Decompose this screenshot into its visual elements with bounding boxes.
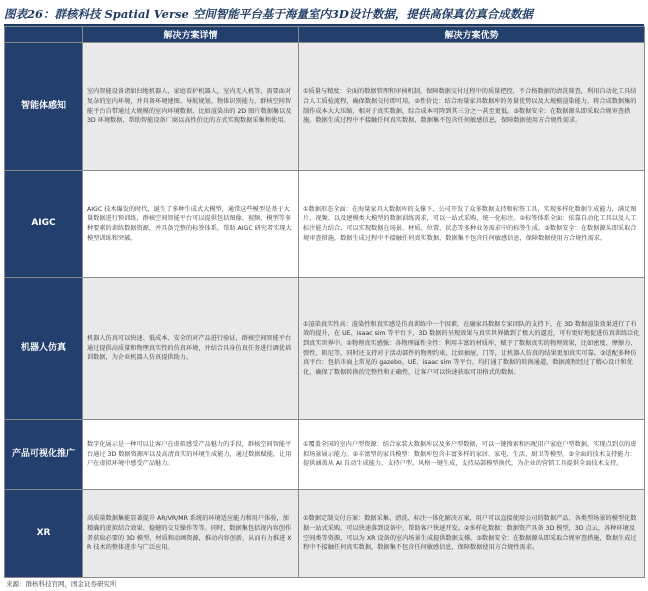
header-blank: [5, 27, 83, 43]
table-row: [5, 171, 645, 278]
row-category: 产品可视化推广: [5, 420, 83, 490]
row-details: AIGC 技术爆发的时代，诞生了多种生成式大模型，通常这些模型是基于大量数据进行预训练，群核空间智能平台可以提供包括图像、视频、模型等多种要素的训练数据资源，并具备完整的标签体系，帮助 AIGC 研究者实现大模型训练和突破。: [83, 171, 299, 278]
row-category: 机器人仿真: [5, 278, 83, 420]
row-advantages: ①数据形态全面：在海量家具大数据库的支撑下，公司开发了众多数据支持和标签工具，实现多样化数据生成能力，满足图片、视频、以及建模类大模型的数据训练需求，可以一站式采购，统一化标注。②标签体系全面：依靠自动化工具以及人工标注能力结合，可以实现数据在场景、材质、位置、状态等多种业务需求中的标签生成。③数据安全：在数据源头即采取合规审查措施，数据生成过程中不接触任何真实数据，数据集不包含任何敏感信息，保障数据使用方合规性需求。: [299, 171, 645, 278]
row-category: 智能体感知: [5, 43, 83, 171]
header-details: 解决方案详情: [83, 27, 299, 43]
table-row: [5, 490, 645, 578]
row-details: 机器人仿真可以快速、低成本、安全的对产品进行验证，群核空间智能平台通过提供高质量和物理真实性的仿真环境，并结合具身仿真任务进行调优培训数据，为企业机器人仿真提供助力。: [83, 278, 299, 420]
row-advantages: ①质量与精度：全面的数据管理和审核机制，保障数据交付过程中的质量把控，不合格数据的清洗筛查，利用自动化工具结合人工质检流程，确保数据交付即可用。②性价比：结合海量家具数据库的务量优势以及大规模渲染能力，将合成数据集的制作成本大大压缩，相对于真实数据，综合成本可降到其三分之一甚至更低。③数据安全：在数据源头即采取合规审查措施，数据生成过程中不接触任何真实数据，数据集不包含任何敏感信息，保障数据使用方合规性需求。: [299, 43, 645, 171]
row-details: 数字化展示是一种可以让客户在虚拟感受产品魅力的手段，群核空间智能平台通过 3D 数据资源库以及高清真实的环境生成能力，通过数据赋能，让用户在虚拟环境中感受产品魅力。: [83, 420, 299, 490]
row-details: 高质量数据集能显著提升 AR/VR/MR 系统的环境适应能力和用户体验，加精确的虚拟结合效果、稳健的交互操作等等。同时，数据集包括视内容创作者获取必要的 3D 模型、材质和动画资源，推动内容创新，从而有力推进 XR 技术的整体进步与广泛应用。: [83, 490, 299, 578]
row-advantages: ①覆盖全国的室内户型资源：结合家装大数据库以及多户型数据，可以一键搜索和匹配用户家庭户型数据，实现点到点的虚拟场景展示能力。②丰富型的家具模型：数据库包含丰富多样的家居、家电、生活、厨卫等模型。③全面的技术支持能力：提供涵盖从 AI 自动生成能力、支持户型、风格一键生成，支持局部模型换代，为企业的营销工具提供全面技术支持。: [299, 420, 645, 490]
table-row: [5, 43, 645, 171]
solutions-table: [4, 26, 645, 578]
row-advantages: ①渲染真实性高：渲染性和真实感是仿真训练中一个因素，在融家具数据专家团队的支持下，在 3D 数据渲染效果进行了有效的提升，在 UE、isaac sim 等平台下，3D 数据的呈现效果与真实世界做到了极大的逼近，可有更好地促进仿真训练泛化到真实世界中。②物理真实感强：各物理属性全性：利用丰富的材质库，赋予了数据真实的物理效果，比如密度、摩擦力、弹性、阻尼等，同时还支持对于活动部件的物理约束，比如抽屉、门等，让机器人仿真的结果更加真实可靠。③适配多种仿真平台：包括市面上常见的 gazebo、UE、isaac sim 等平台，均打通了数据的转换通道，数据流程经过了精心设计和优化，确保了数据转换的完整性和正确性，让客户可以快速获取可用格式的数据。: [299, 278, 645, 420]
row-category: XR: [5, 490, 83, 578]
table-row: [5, 420, 645, 490]
table-row: [5, 278, 645, 420]
figure-title: 图表26：群核科技 Spatial Verse 空间智能平台基于海量室内3D设计数据，提供高保真仿真合成数据: [4, 7, 533, 21]
row-category: AIGC: [5, 171, 83, 278]
source-note: 来源：群核科技官网，国金证券研究所: [6, 580, 117, 588]
row-details: 室内智能设备诸如扫地机器人，家庭看护机器人，室内无人机等，需要面对复杂的室内环境，并具备环境建图、导航规划、物体识别能力，群核空间智能平台自带通过大规模的室内环境数据，比如渲染出的 2D 图片数据集以及 3D 环境数据，帮助智能设备厂商以高性价比的方式实现数据采集和使用。: [83, 43, 299, 171]
header-advantages: 解决方案优势: [299, 27, 645, 43]
table-header-row: [5, 27, 645, 43]
row-advantages: ①数据定制交付方案：数据采集、清洗、标注一体化解决方案，用户可以直接使用公司的数据产品，各类型场景的模型化数据一站式采购，可以快速落到设备中，帮助客户快速开发。②多样化数据：数据资产具备 3D 模型，3D 点云，各种环境及空间类等资源，可以为 XR 设备的室内场景生成提供数据支撑。③数据安全：在数据源头即采取合规审查措施，数据生成过程中不接触任何真实数据，数据集不包含任何敏感信息，保障数据使用方合规性需求。: [299, 490, 645, 578]
